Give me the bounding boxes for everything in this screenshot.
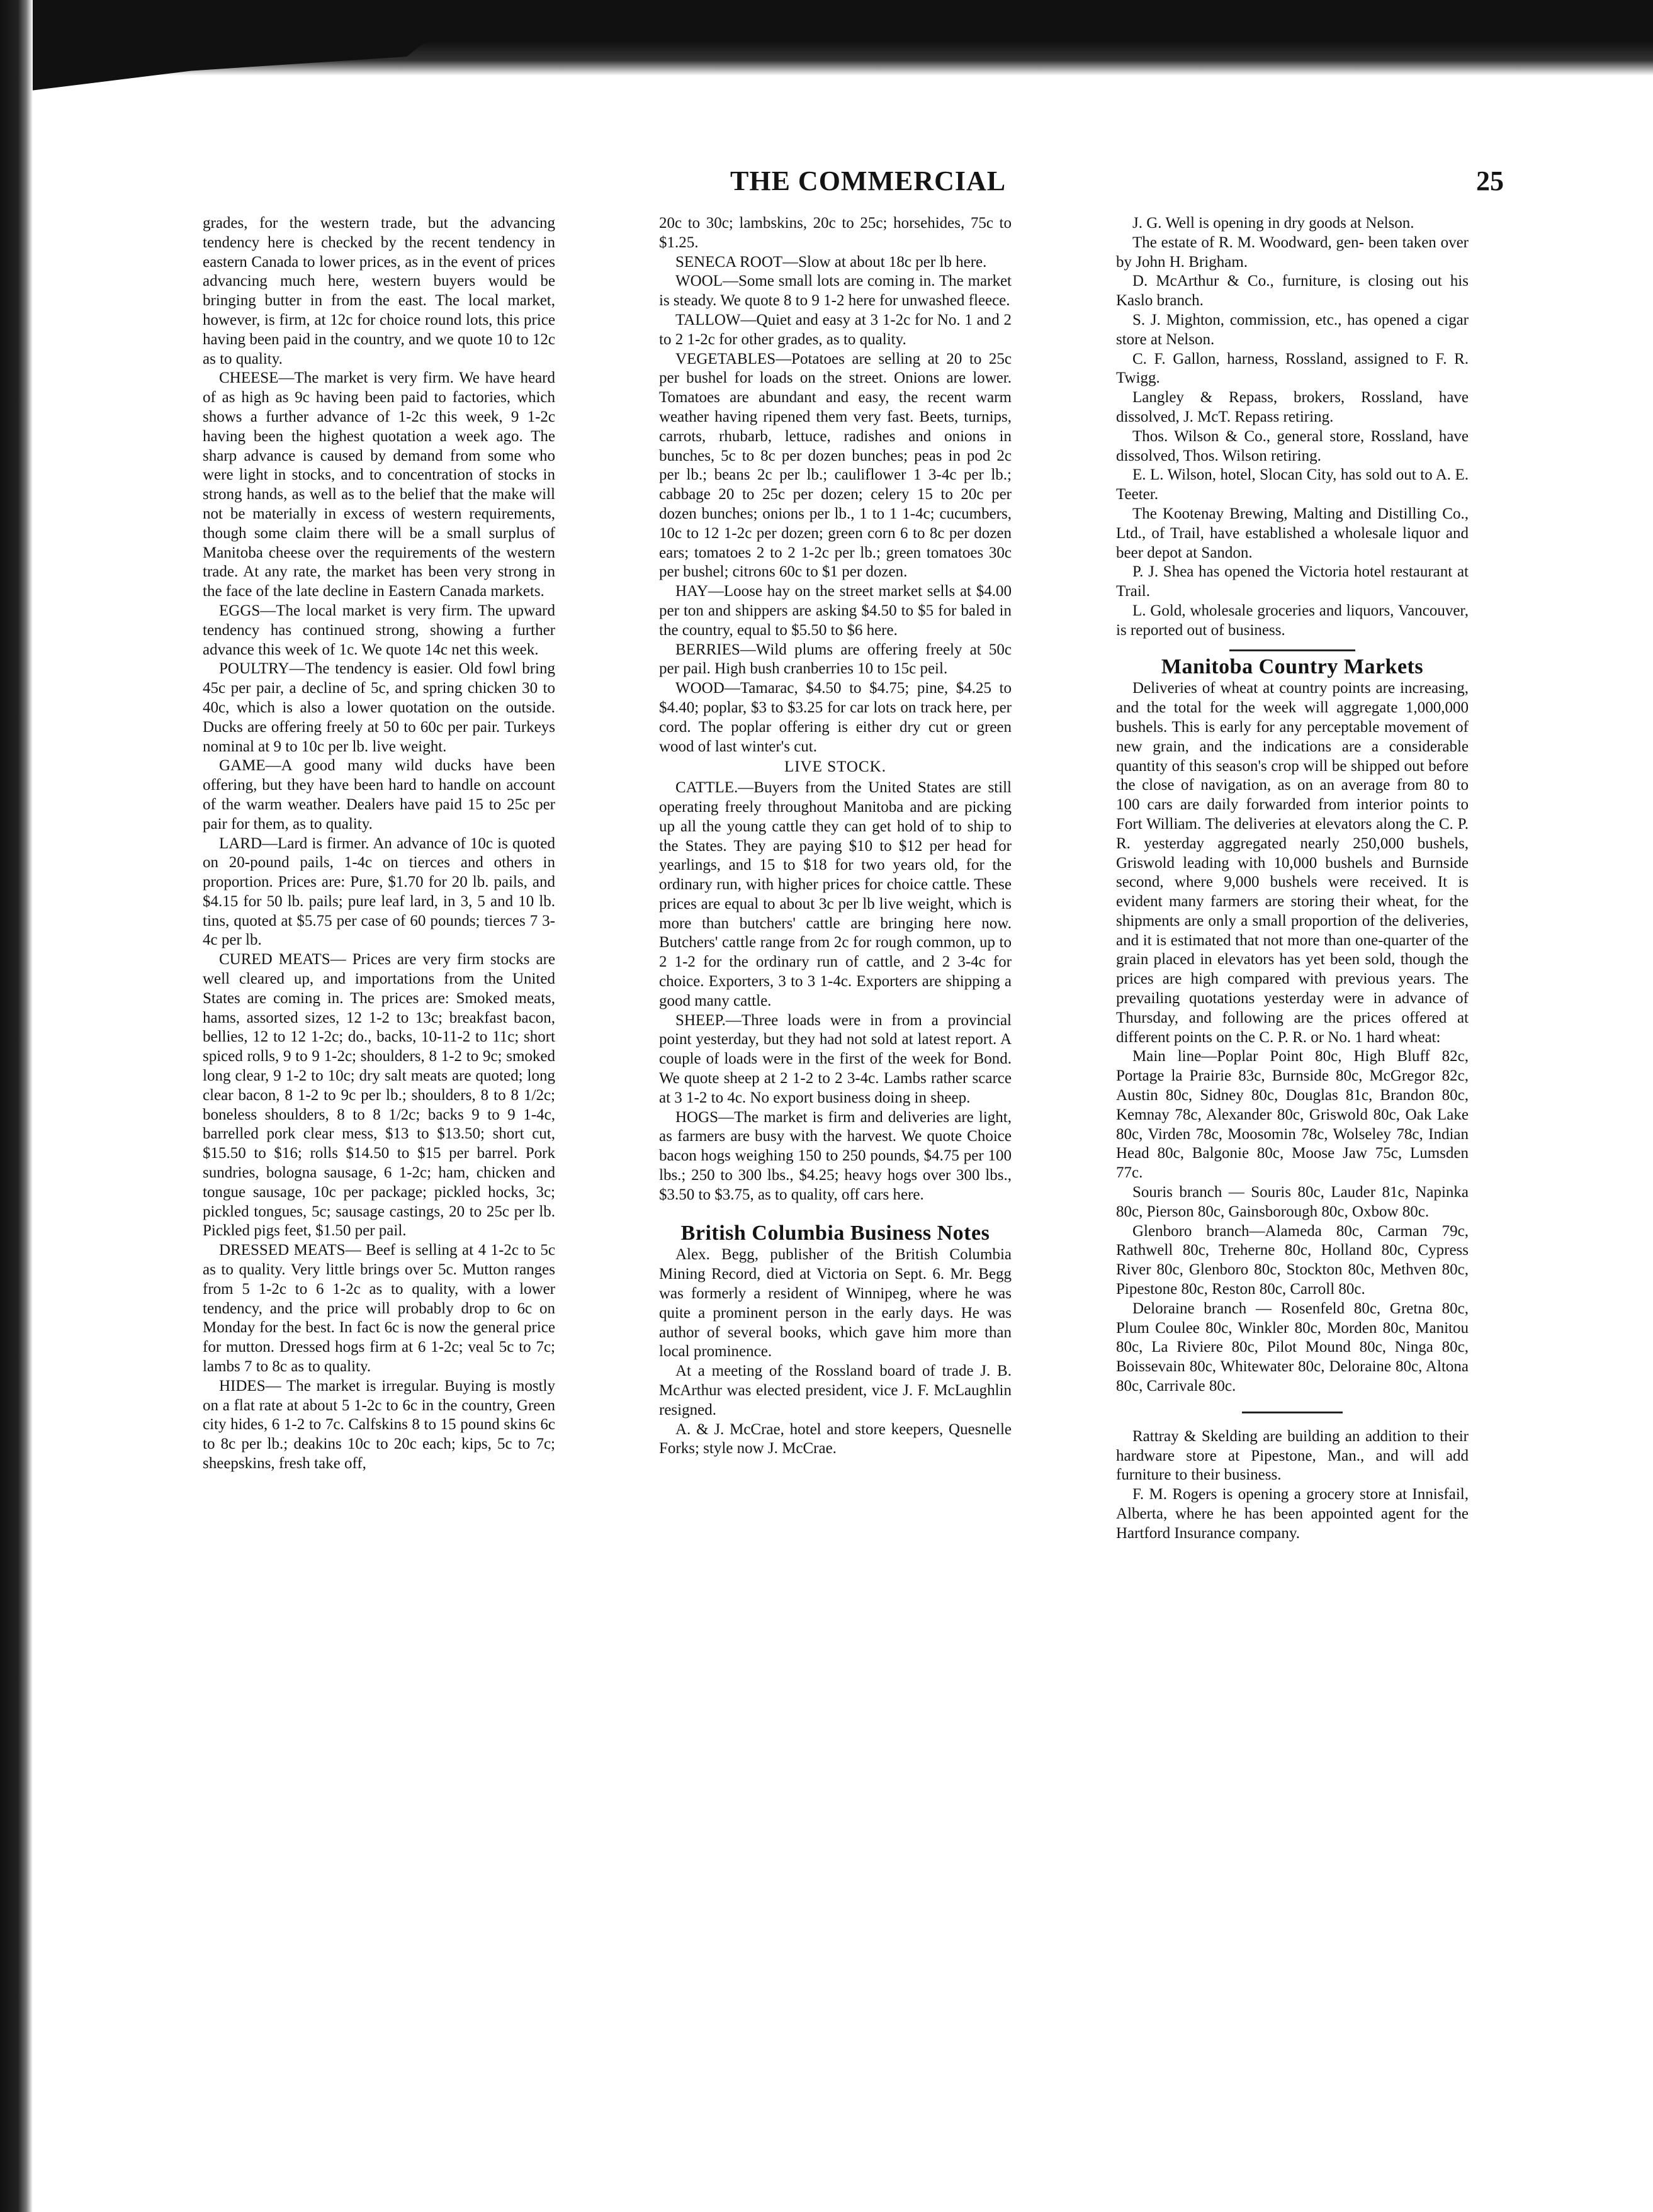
note-item: The Kootenay Brewing, Malting and Distilling Co., Ltd., of Trail, have established a wholesale liquor and beer depot at Sandon. [1116,505,1469,561]
scan-dark-corner [0,0,478,94]
paragraph-game: GAME—A good many wild ducks have been offering, but they have been hard to handle on account of the warm weather. Dealers have paid 15 to 25c per pair for them, as to quality. [203,757,555,833]
paragraph-tallow: TALLOW—Quiet and easy at 3 1-2c for No. 1 and 2 to 2 1-2c for other grades, as to quality. [659,311,1012,348]
paragraph-butter-continued: grades, for the western trade, but the advancing tendency here is checked by the recent tendency in eastern Canada to lower prices, as in the event of prices advancing much here, western buyers would be bringing butter in from the east. The local market, however, is firm, at 12c for choice round lots, this price having been paid in the country, and we quote 10 to 12c as to quality. [203,215,555,368]
paragraph-poultry: POULTRY—The tendency is easier. Old fowl bring 45c per pair, a decline of 5c, and spring chicken 30 to 40c, which is also a lower quotation on the outside. Ducks are offering freely at 50 to 60c per pair. Turkeys nominal at 9 to 10c per lb. live weight. [203,660,555,755]
paragraph-rogers: F. M. Rogers is opening a grocery store at Innisfail, Alberta, where he has been appointed agent for the Hartford Insurance company. [1116,1486,1469,1542]
scan-left-edge [0,0,33,2212]
note-item: Thos. Wilson & Co., general store, Rossland, have dissolved, Thos. Wilson retiring. [1116,427,1469,464]
page-header-title: THE COMMERCIAL [730,166,1007,196]
paragraph-rattray-skelding: Rattray & Skelding are building an addition to their hardware store at Pipestone, Man., and will add furniture to their business. [1116,1427,1469,1484]
paragraph-cured-meats: CURED MEATS— Prices are very firm stocks are well cleared up, and importations from the United States are coming in. The prices are: Smoked meats, hams, assorted sizes, 12 1-2 to 13c; breakfast bacon, bellies, 12 to 12 1-2c; do., backs, 10-11-2 to 11c; short spiced rolls, 9 to 9 1-2c; shoulders, 8 1-2 to 9c; smoked long clear, 9 1-2 to 10c; dry salt meats are quoted; long clear bacon, 8 1-2 to 9c per lb.; shoulders, 8 to 8 1/2c; boneless shoulders, 8 to 8 1/2c; backs 9 to 9 1-4c, barrelled pork clear mess, $13 to $13.50; short cut, $15.50 to $16; rolls $14.50 to $15 per barrel. Pork sundries, bologna sausage, 6 1-2c; ham, chicken and tongue sausage, 10c per package; pickled hocks, 3c; pickled tongues, 5c; sausage castings, 20 to 25c per lb. Pickled pigs feet, $1.50 per pail. [203,951,555,1240]
paragraph-main-line: Main line—Poplar Point 80c, High Bluff 82c, Portage la Prairie 83c, Burnside 80c, McGregor 82c, Austin 80c, Sidney 80c, Douglas 81c, Brandon 80c, Kemnay 78c, Alexander 80c, Griswold 80c, Oak Lake 80c, Virden 78c, Moosomin 78c, Wolseley 78c, Indian Head 80c, Balgonie 80c, Moose Jaw 75c, Lumsden 77c. [1116,1048,1469,1182]
paragraph-wood: WOOD—Tamarac, $4.50 to $4.75; pine, $4.25 to $4.40; poplar, $3 to $3.25 for car lots on track here, per cord. The poplar offering is either dry cut or green wood of last winter's cut. [659,680,1012,755]
column-3 [1116,214,1469,1544]
note-item: E. L. Wilson, hotel, Slocan City, has sold out to A. E. Teeter. [1116,466,1469,503]
paragraph-skins-continued: 20c to 30c; lambskins, 20c to 25c; horsehides, 75c to $1.25. [659,215,1012,251]
paragraph-cheese: CHEESE—The market is very firm. We have heard of as high as 9c having been paid to factories, which shows a further advance of 1-2c this week, 9 1-2c having been the highest quotation a week ago. The sharp advance is caused by demand from some who were light in stocks, and to concentration of stocks in strong hands, as well as to the belief that the make will not be materially in excess of western requirements, though some claim there will be a small surplus of Manitoba cheese over the requirements of the western trade. At any rate, the market has been very strong in the face of the late decline in Eastern Canada markets. [203,369,555,600]
paragraph-seneca-root: SENECA ROOT—Slow at about 18c per lb here. [675,253,987,271]
paragraph-glenboro-branch: Glenboro branch—Alameda 80c, Carman 79c, Rathwell 80c, Treherne 80c, Holland 80c, Cypress River 80c, Glenboro 80c, Stockton 80c, Methven 80c, Pipestone 80c, Reston 80c, Carroll 80c. [1116,1222,1469,1298]
scan-top-edge [0,0,1653,76]
paragraph-begg: Alex. Begg, publisher of the British Columbia Mining Record, died at Victoria on Sept. 6. Mr. Begg was formerly a resident of Winnipeg, where he was quite a prominent person in the early days. He was author of several books, which gave him more than local prominence. [659,1246,1012,1361]
paragraph-lard: LARD—Lard is firmer. An advance of 10c is quoted on 20-pound pails, 1-4c on tierces and others in proportion. Prices are: Pure, $1.70 for 20 lb. pails, and $4.15 for 50 lb. pails; pure leaf lard, in 3, 5 and 10 lb. tins, quoted at $5.75 per case of 60 pounds; tierces 7 3-4c per lb. [203,834,555,949]
column-1 [203,214,555,1474]
note-item: Langley & Repass, brokers, Rossland, have dissolved, J. McT. Repass retiring. [1116,389,1469,425]
note-item: The estate of R. M. Woodward, gen- been taken over by John H. Brigham. [1116,233,1469,271]
paragraph-vegetables: VEGETABLES—Potatoes are selling at 20 to 25c per bushel for loads on the street. Onions are lower. Tomatoes are abundant and easy, the recent warm weather having ripened them very fast. Beets, turnips, carrots, rhubarb, lettuce, radishes and onions in bunches, 5c to 8c per dozen bunches; peas in pod 2c per lb.; beans 2c per lb.; cauliflower 1 3-4c per lb.; cabbage 20 to 25c per dozen; celery 15 to 20c per dozen bunches; onions per lb., 1 to 1 1-4c; cucumbers, 10c to 12 1-2c per dozen; green corn 6 to 8c per dozen ears; tomatoes 2 to 2 1-2c per lb.; green tomatoes 30c per bushel; citrons 60c to $1 per dozen. [659,350,1012,581]
paragraph-sheep: SHEEP.—Three loads were in from a provincial point yesterday, but they had not sold at latest report. A couple of loads were in the first of the week for Bond. We quote sheep at 2 1-2 to 2 3-4c. Lambs rather scarce at 3 1-2 to 4c. No export business doing in sheep. [659,1011,1012,1106]
note-item: C. F. Gallon, harness, Rossland, assigned to F. R. Twigg. [1116,350,1469,387]
section-heading-live-stock: LIVE STOCK. [784,758,886,776]
paragraph-wheat-deliveries: Deliveries of wheat at country points are increasing, and the total for the week will aggregate 1,000,000 bushels. This is early for any perceptable movement of new grain, and the indications are a considerable quantity of this season's crop will be shipped out before the close of navigation, as on an average from 80 to 100 cars are daily forwarded from interior points to Fort William. The deliveries at elevators along the C. P. R. yesterday aggregated nearly 250,000 bushels, Griswold leading with 10,000 bushels and Burnside second, where 9,000 bushels were received. It is evident many farmers are storing their wheat, for the shipments are only a small proportion of the deliveries, and it is estimated that not more than one-quarter of the grain placed in elevators has yet been sold, though the prices are high compared with previous years. The prevailing quotations yesterday were in advance of Thursday, and following are the prices offered at different points on the C. P. R. or No. 1 hard wheat: [1116,680,1469,1046]
paragraph-dressed-meats: DRESSED MEATS— Beef is selling at 4 1-2c to 5c as to quality. Very little brings over 5c. Mutton ranges from 5 1-2c to 6 1-2c as to quality, with a lower tendency, and the price will probably drop to 6c on Monday for the best. In fact 6c is now the general price for mutton. Dressed hogs firm at 6 1-2c; veal 5c to 7c; lambs 7 to 8c as to quality. [203,1242,555,1376]
paragraph-cattle: CATTLE.—Buyers from the United States are still operating freely throughout Manitoba and are picking up all the young cattle they can get hold of to ship to the States. They are paying $10 to $12 per head for yearlings, and 15 to $18 for two years old, for the ordinary run, with higher prices for choice cattle. These prices are equal to about 3c per lb live weight, which is more than butchers' cattle are bringing here now. Butchers' cattle range from 2c for rough common, up to 2 1-2 for the ordinary run of cattle, and 2 3-4c for choice. Exporters, 3 to 3 1-4c. Exporters are shipping a good many cattle. [659,779,1012,1009]
paragraph-berries: BERRIES—Wild plums are offering freely at 50c per pail. High bush cranberries 10 to 15c peil. [659,641,1012,678]
paragraph-hides: HIDES— The market is irregular. Buying is mostly on a flat rate at about 5 1-2c to 6c in the country, Green city hides, 6 1-2 to 7c. Calfskins 8 to 15 pound skins 6c to 8c per lb.; deakins 10c to 20c each; kips, 5c to 7c; sheepskins, fresh take off, [203,1377,555,1472]
column-2 [659,214,1012,1459]
paragraph-hogs: HOGS—The market is firm and deliveries are light, as farmers are busy with the harvest. We quote Choice bacon hogs weighing 150 to 250 pounds, $4.75 per 100 lbs.; 250 to 300 lbs., $4.25; heavy hogs over 300 lbs., $3.50 to $3.75, as to quality, off cars here. [659,1108,1012,1203]
note-item: L. Gold, wholesale groceries and liquors, Vancouver, is reported out of business. [1116,602,1469,639]
note-item: D. McArthur & Co., furniture, is closing out his Kaslo branch. [1116,272,1469,310]
section-heading-manitoba-markets: Manitoba Country Markets [1161,654,1424,678]
paragraph-mccrae: A. & J. McCrae, hotel and store keepers, Quesnelle Forks; style now J. McCrae. [659,1420,1012,1457]
note-item: J. G. Well is opening in dry goods at Nelson. [1132,215,1414,232]
paragraph-souris-branch: Souris branch — Souris 80c, Lauder 81c, Napinka 80c, Pierson 80c, Gainsborough 80c, Oxbow 80c. [1116,1184,1469,1220]
note-item: P. J. Shea has opened the Victoria hotel restaurant at Trail. [1116,563,1469,600]
section-heading-bc-business-notes: British Columbia Business Notes [680,1221,990,1245]
paragraph-rossland-board: At a meeting of the Rossland board of trade J. B. McArthur was elected president, vice J. F. McLaughlin resigned. [659,1362,1012,1418]
page-number: 25 [1476,166,1504,196]
section-divider [1229,649,1355,651]
paragraph-deloraine-branch: Deloraine branch — Rosenfeld 80c, Gretna 80c, Plum Coulee 80c, Winkler 80c, Morden 80c, Manitou 80c, La Riviere 80c, Pilot Mound 80c, Ninga 80c, Boissevain 80c, Whitewater 80c, Deloraine 80c, Altona 80c, Carrivale 80c. [1116,1300,1469,1395]
paragraph-eggs: EGGS—The local market is very firm. The upward tendency has continued strong, showing a further advance this week of 1c. We quote 14c net this week. [203,602,555,658]
section-divider [1242,1412,1343,1413]
paragraph-hay: HAY—Loose hay on the street market sells at $4.00 per ton and shippers are asking $4.50 to $5 for baled in the country, equal to $5.50 to $6 here. [659,583,1012,639]
note-item: S. J. Mighton, commission, etc., has opened a cigar store at Nelson. [1116,311,1469,348]
paragraph-wool: WOOL—Some small lots are coming in. The market is steady. We quote 8 to 9 1-2 here for unwashed fleece. [659,272,1012,310]
